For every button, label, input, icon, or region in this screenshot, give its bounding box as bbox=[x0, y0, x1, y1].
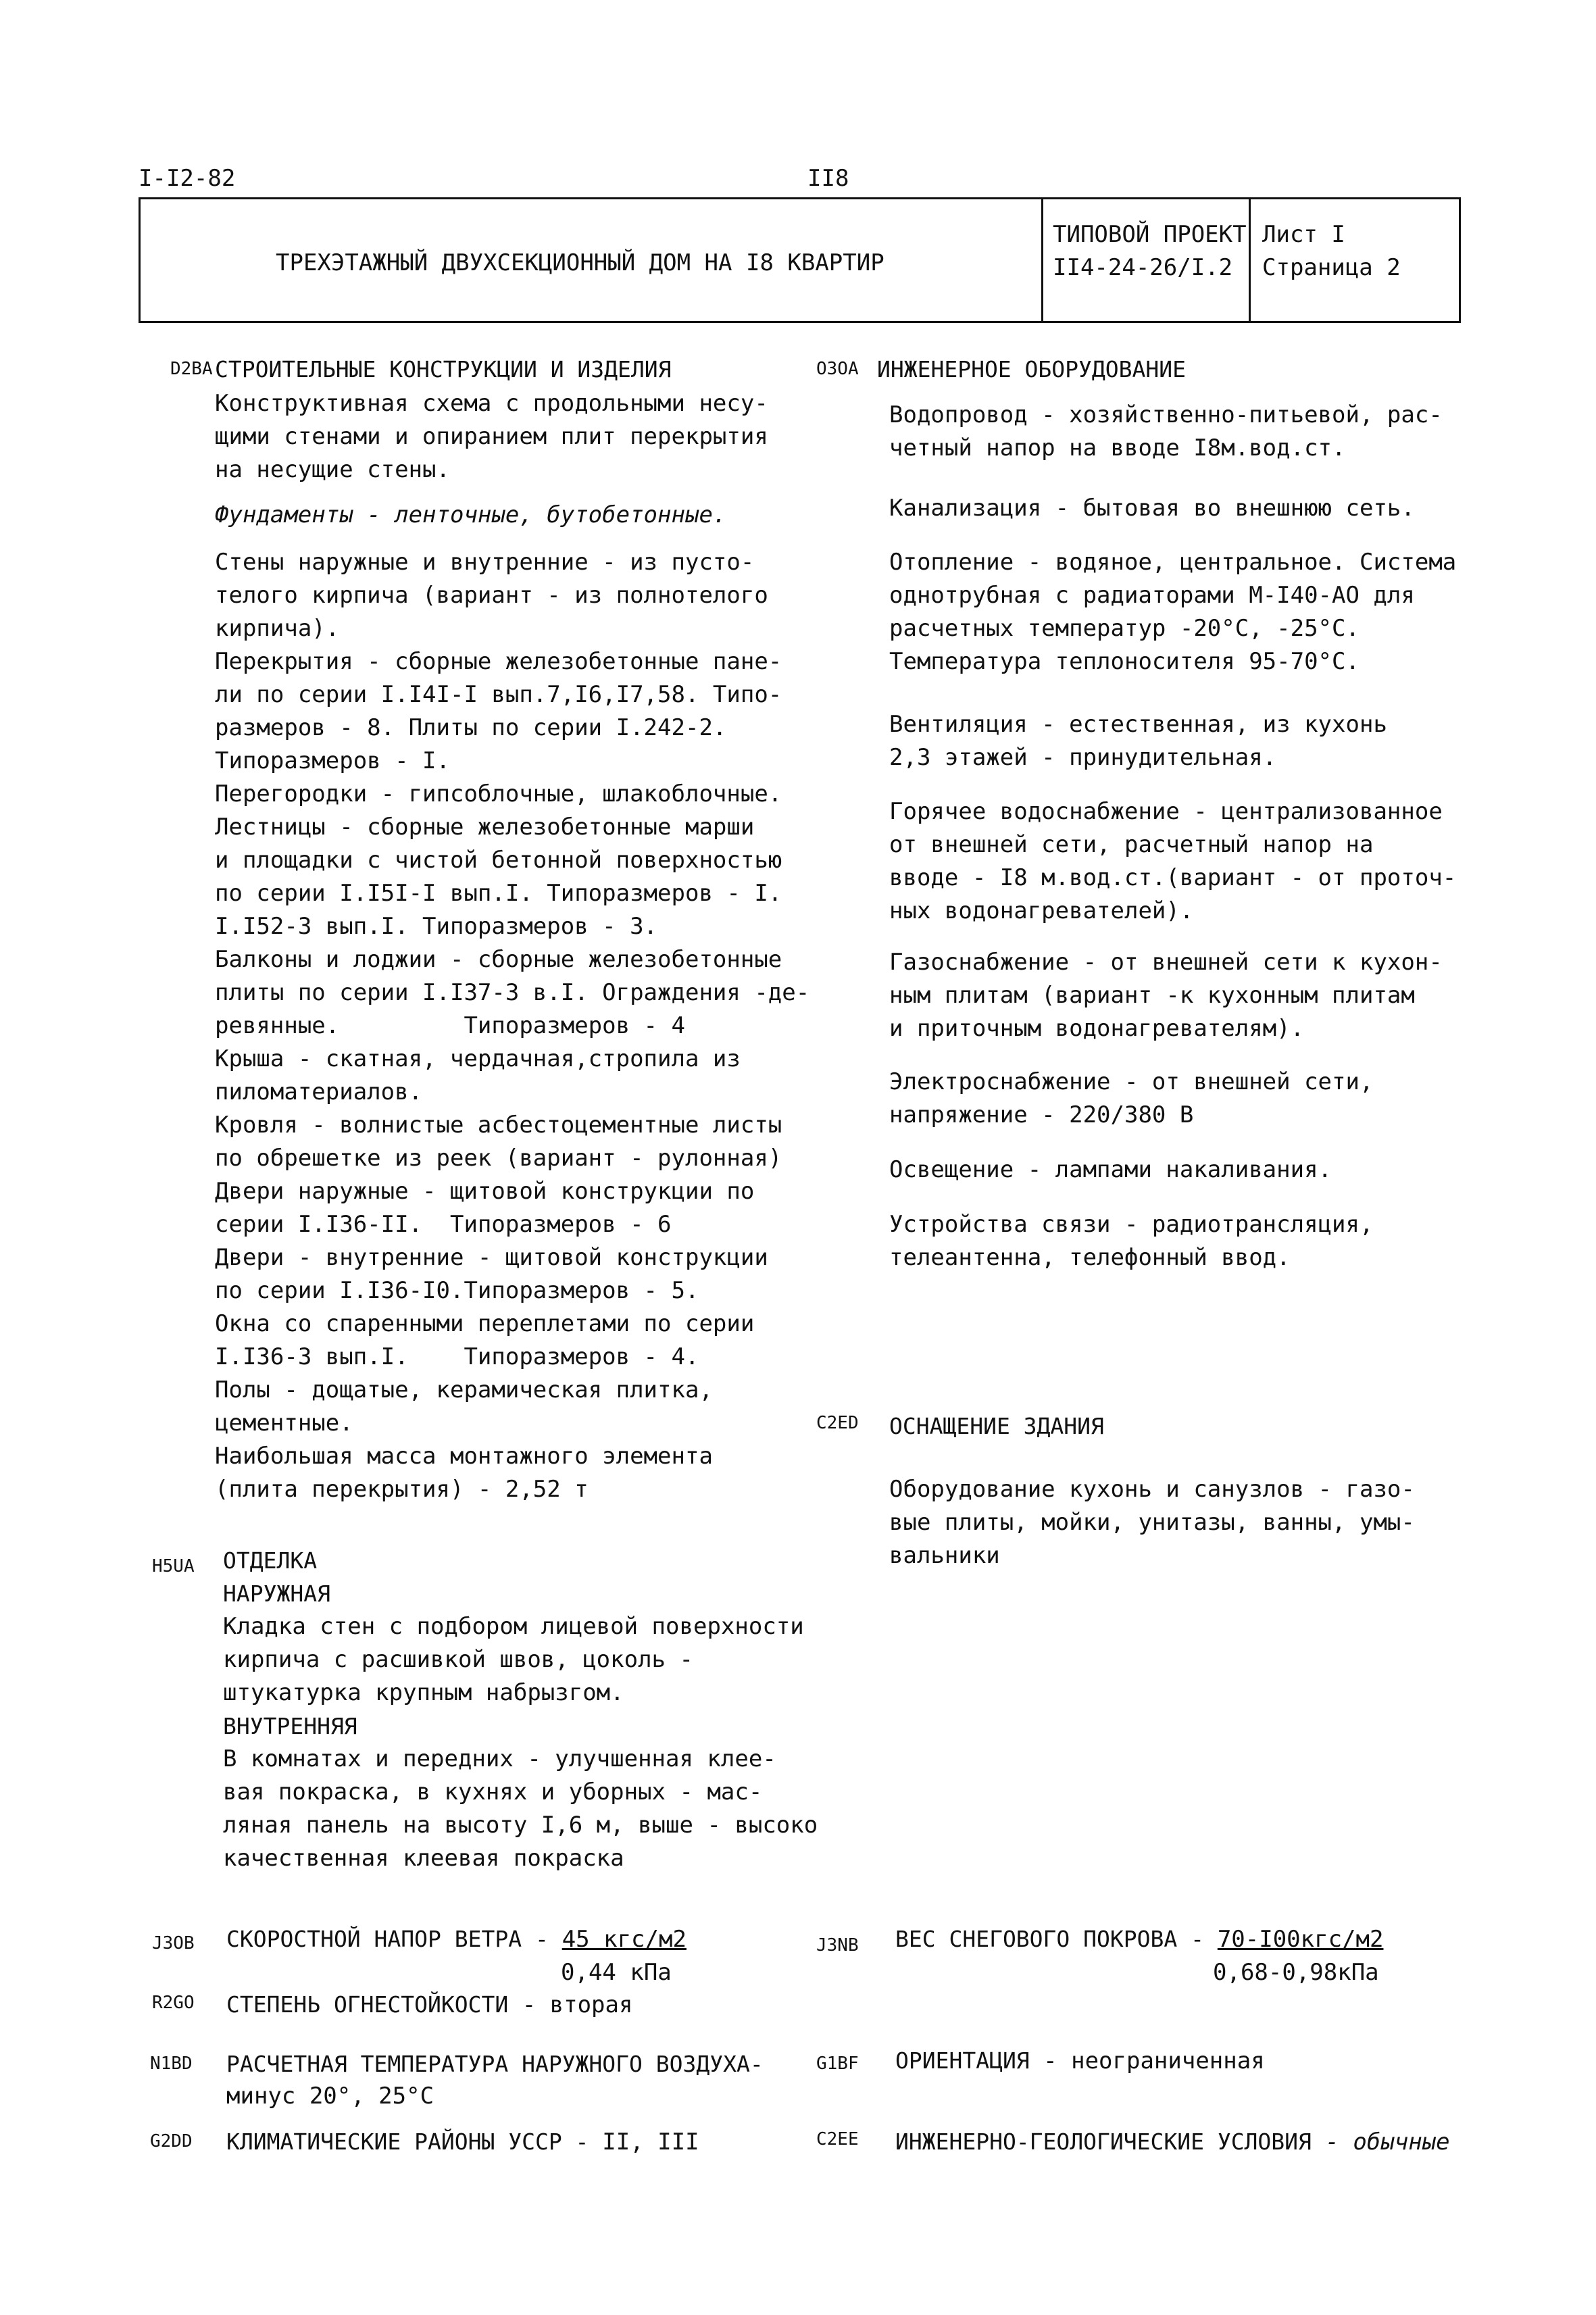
temp-label: РАСЧЕТНАЯ ТЕМПЕРАТУРА НАРУЖНОГО ВОЗДУХА- bbox=[226, 2051, 764, 2077]
construction-code: D2BA bbox=[170, 359, 213, 379]
engineering-code: O3OA bbox=[816, 359, 859, 379]
orientation-label: ОРИЕНТАЦИЯ bbox=[895, 2047, 1030, 2074]
text-line: Водопровод - хозяйственно-питьевой, рас- bbox=[889, 401, 1443, 428]
text-line: щими стенами и опиранием плит перекрытия bbox=[215, 423, 768, 450]
text-line: по серии I.I36-I0.Типоразмеров - 5. bbox=[215, 1277, 699, 1304]
snow-value: 70-I00кгс/м2 bbox=[1217, 1926, 1384, 1953]
text-line: Вентиляция - естественная, из кухонь bbox=[889, 711, 1387, 738]
text-line: по обрешетке из реек (вариант - рулонная) bbox=[215, 1145, 782, 1172]
text-line: Балконы и лоджии - сборные железобетонные bbox=[215, 946, 782, 973]
foundations-text: Фундаменты - ленточные, бутобетонные. bbox=[215, 501, 727, 528]
orientation-code: G1BF bbox=[816, 2053, 859, 2074]
text-line: Оборудование кухонь и санузлов - газо- bbox=[889, 1476, 1415, 1503]
wind-value: 45 кгс/м2 bbox=[562, 1926, 687, 1953]
text-line: кирпича с расшивкой швов, цоколь - bbox=[223, 1646, 693, 1673]
text-line: Устройства связи - радиотрансляция, bbox=[889, 1211, 1374, 1238]
wind-load bbox=[226, 1922, 687, 1956]
page-label: Страница 2 bbox=[1262, 254, 1401, 281]
finishing-code: H5UA bbox=[152, 1556, 195, 1576]
equipment-text bbox=[889, 1473, 1415, 1572]
text-line: Стены наружные и внутренние - из пусто- bbox=[215, 549, 755, 576]
communications bbox=[889, 1208, 1373, 1274]
power-supply bbox=[889, 1066, 1373, 1132]
heating bbox=[889, 546, 1456, 678]
engineering-heading: ИНЖЕНЕРНОЕ ОБОРУДОВАНИЕ bbox=[877, 356, 1186, 382]
text-line: расчетных температур -20°С, -25°С. bbox=[889, 615, 1360, 642]
fire-resistance bbox=[226, 1988, 632, 2022]
text-line: В комнатах и передних - улучшенная клее- bbox=[223, 1745, 776, 1772]
document-title: ТРЕХЭТАЖНЫЙ ДВУХСЕКЦИОННЫЙ ДОМ НА I8 КВАРТИР bbox=[276, 249, 884, 276]
fire-value: - вторая bbox=[508, 1991, 633, 2018]
text-line: серии I.I36-II. Типоразмеров - 6 bbox=[215, 1211, 672, 1238]
fire-label: СТЕПЕНЬ ОГНЕСТОЙКОСТИ bbox=[226, 1991, 509, 2018]
gas-supply bbox=[889, 946, 1443, 1045]
geology-value: - обычные bbox=[1311, 2129, 1450, 2156]
text-line: Двери наружные - щитовой конструкции по bbox=[215, 1178, 755, 1205]
text-line: Окна со спаренными переплетами по серии bbox=[215, 1310, 755, 1337]
geology-conditions bbox=[895, 2125, 1450, 2159]
text-line: Электроснабжение - от внешней сети, bbox=[889, 1068, 1374, 1095]
text-line: однотрубная с радиаторами М-I40-АО для bbox=[889, 582, 1415, 609]
text-line: пиломатериалов. bbox=[215, 1078, 423, 1105]
text-line: Перекрытия - сборные железобетонные пане- bbox=[215, 648, 782, 675]
geology-label: ИНЖЕНЕРНО-ГЕОЛОГИЧЕСКИЕ УСЛОВИЯ bbox=[895, 2129, 1312, 2155]
text-line: телого кирпича (вариант - из полнотелого bbox=[215, 582, 768, 609]
project-label: ТИПОВОЙ ПРОЕКТ bbox=[1053, 221, 1247, 248]
text-line: Кровля - волнистые асбестоцементные листы bbox=[215, 1112, 782, 1139]
sheet-number: Лист I bbox=[1262, 221, 1345, 248]
text-line: кирпича). bbox=[215, 615, 340, 642]
text-line: и приточным водонагревателям). bbox=[889, 1015, 1305, 1042]
text-line: ревянные. Типоразмеров - 4 bbox=[215, 1012, 685, 1039]
climate-code: G2DD bbox=[150, 2131, 193, 2151]
text-line: четный напор на вводе I8м.вод.ст. bbox=[889, 434, 1346, 462]
wind-code: J3OB bbox=[152, 1933, 195, 1953]
text-line: штукатурка крупным набрызгом. bbox=[223, 1679, 624, 1706]
text-line: Конструктивная схема с продольными несу- bbox=[215, 390, 768, 417]
text-line: Перегородки - гипсоблочные, шлакоблочные. bbox=[215, 780, 782, 807]
text-line: Полы - дощатые, керамическая плитка, bbox=[215, 1376, 713, 1403]
text-line: по серии I.I5I-I вып.I. Типоразмеров - I. bbox=[215, 880, 782, 907]
text-line: ляная панель на высоту I,6 м, выше - высоко bbox=[223, 1812, 818, 1839]
text-line: вводе - I8 м.вод.ст.(вариант - от проточ- bbox=[889, 864, 1457, 891]
orientation-value: - неограниченная bbox=[1029, 2047, 1265, 2074]
construction-details bbox=[215, 546, 809, 1506]
outer-finishing-heading: НАРУЖНАЯ bbox=[223, 1580, 330, 1607]
text-line: Кладка стен с подбором лицевой поверхности bbox=[223, 1613, 804, 1640]
title-block bbox=[139, 197, 1461, 323]
snow-code: J3NB bbox=[816, 1935, 859, 1956]
text-line: Лестницы - сборные железобетонные марши bbox=[215, 814, 755, 841]
text-line: на несущие стены. bbox=[215, 456, 450, 483]
text-line: вальники bbox=[889, 1542, 1000, 1569]
snow-value-kpa: 0,68-0,98кПа bbox=[1213, 1959, 1379, 1986]
climate-value: II, III bbox=[602, 2129, 699, 2156]
text-line: от внешней сети, расчетный напор на bbox=[889, 831, 1374, 858]
text-line: ли по серии I.I4I-I вып.7,I6,I7,58. Типо- bbox=[215, 681, 782, 708]
finishing-heading: ОТДЕЛКА bbox=[223, 1547, 318, 1574]
equipment-heading: ОСНАЩЕНИЕ ЗДАНИЯ bbox=[889, 1413, 1104, 1439]
orientation bbox=[895, 2044, 1265, 2078]
hot-water bbox=[889, 795, 1456, 928]
text-line: I.I52-3 вып.I. Типоразмеров - 3. bbox=[215, 913, 658, 940]
climate-regions bbox=[226, 2125, 699, 2159]
text-line: ным плитам (вариант -к кухонным плитам bbox=[889, 982, 1415, 1009]
fire-code: R2GO bbox=[152, 1993, 195, 2013]
temp-code: N1BD bbox=[150, 2053, 193, 2074]
page-number: II8 bbox=[807, 165, 849, 192]
text-line: Температура теплоносителя 95-70°С. bbox=[889, 648, 1360, 675]
construction-scheme bbox=[215, 387, 768, 487]
lighting: Освещение - лампами накаливания. bbox=[889, 1156, 1332, 1183]
text-line: телеантенна, телефонный ввод. bbox=[889, 1244, 1291, 1271]
construction-heading: СТРОИТЕЛЬНЫЕ КОНСТРУКЦИИ И ИЗДЕЛИЯ bbox=[215, 356, 672, 382]
text-line: Двери - внутренние - щитовой конструкции bbox=[215, 1244, 768, 1271]
text-line: плиты по серии I.I37-3 в.I. Ограждения -де- bbox=[215, 979, 810, 1006]
text-line: Крыша - скатная, чердачная,стропила из bbox=[215, 1045, 741, 1072]
snow-load bbox=[895, 1922, 1383, 1956]
text-line: цементные. bbox=[215, 1410, 353, 1437]
text-line: вая покраска, в кухнях и уборных - мас- bbox=[223, 1778, 763, 1806]
text-line: вые плиты, мойки, унитазы, ванны, умы- bbox=[889, 1509, 1415, 1536]
wind-value-kpa: 0,44 кПа bbox=[561, 1959, 672, 1986]
text-line: Наибольшая масса монтажного элемента bbox=[215, 1443, 713, 1470]
climate-label: КЛИМАТИЧЕСКИЕ РАЙОНЫ УССР - bbox=[226, 2129, 603, 2155]
outer-finishing-text bbox=[223, 1610, 804, 1710]
text-line: I.I36-3 вып.I. Типоразмеров - 4. bbox=[215, 1343, 699, 1370]
ventilation bbox=[889, 708, 1387, 774]
inner-finishing-heading: ВНУТРЕННЯЯ bbox=[223, 1713, 357, 1739]
text-line: (плита перекрытия) - 2,52 т bbox=[215, 1476, 589, 1503]
text-line: Горячее водоснабжение - централизованное bbox=[889, 798, 1443, 825]
text-line: напряжение - 220/380 В bbox=[889, 1101, 1194, 1128]
wind-label: СКОРОСТНОЙ НАПОР ВЕТРА - bbox=[226, 1926, 562, 1952]
geology-code: C2EE bbox=[816, 2129, 859, 2149]
sewerage: Канализация - бытовая во внешнюю сеть. bbox=[889, 495, 1415, 522]
temp-value: минус 20°, 25°С bbox=[226, 2083, 434, 2110]
text-line: и площадки с чистой бетонной поверхностью bbox=[215, 847, 782, 874]
text-line: 2,3 этажей - принудительная. bbox=[889, 744, 1277, 771]
snow-label: ВЕС СНЕГОВОГО ПОКРОВА - bbox=[895, 1926, 1218, 1952]
text-line: Типоразмеров - I. bbox=[215, 747, 450, 774]
equipment-code: C2ED bbox=[816, 1413, 859, 1433]
text-line: Отопление - водяное, центральное. Система bbox=[889, 549, 1457, 576]
water-supply bbox=[889, 399, 1443, 465]
text-line: размеров - 8. Плиты по серии I.242-2. bbox=[215, 714, 727, 741]
text-line: Газоснабжение - от внешней сети к кухон- bbox=[889, 949, 1443, 976]
text-line: ных водонагревателей). bbox=[889, 897, 1194, 924]
text-line: качественная клеевая покраска bbox=[223, 1845, 624, 1872]
doc-code: I-I2-82 bbox=[139, 165, 236, 192]
inner-finishing-text bbox=[223, 1743, 818, 1875]
project-number: II4-24-26/I.2 bbox=[1053, 254, 1233, 281]
